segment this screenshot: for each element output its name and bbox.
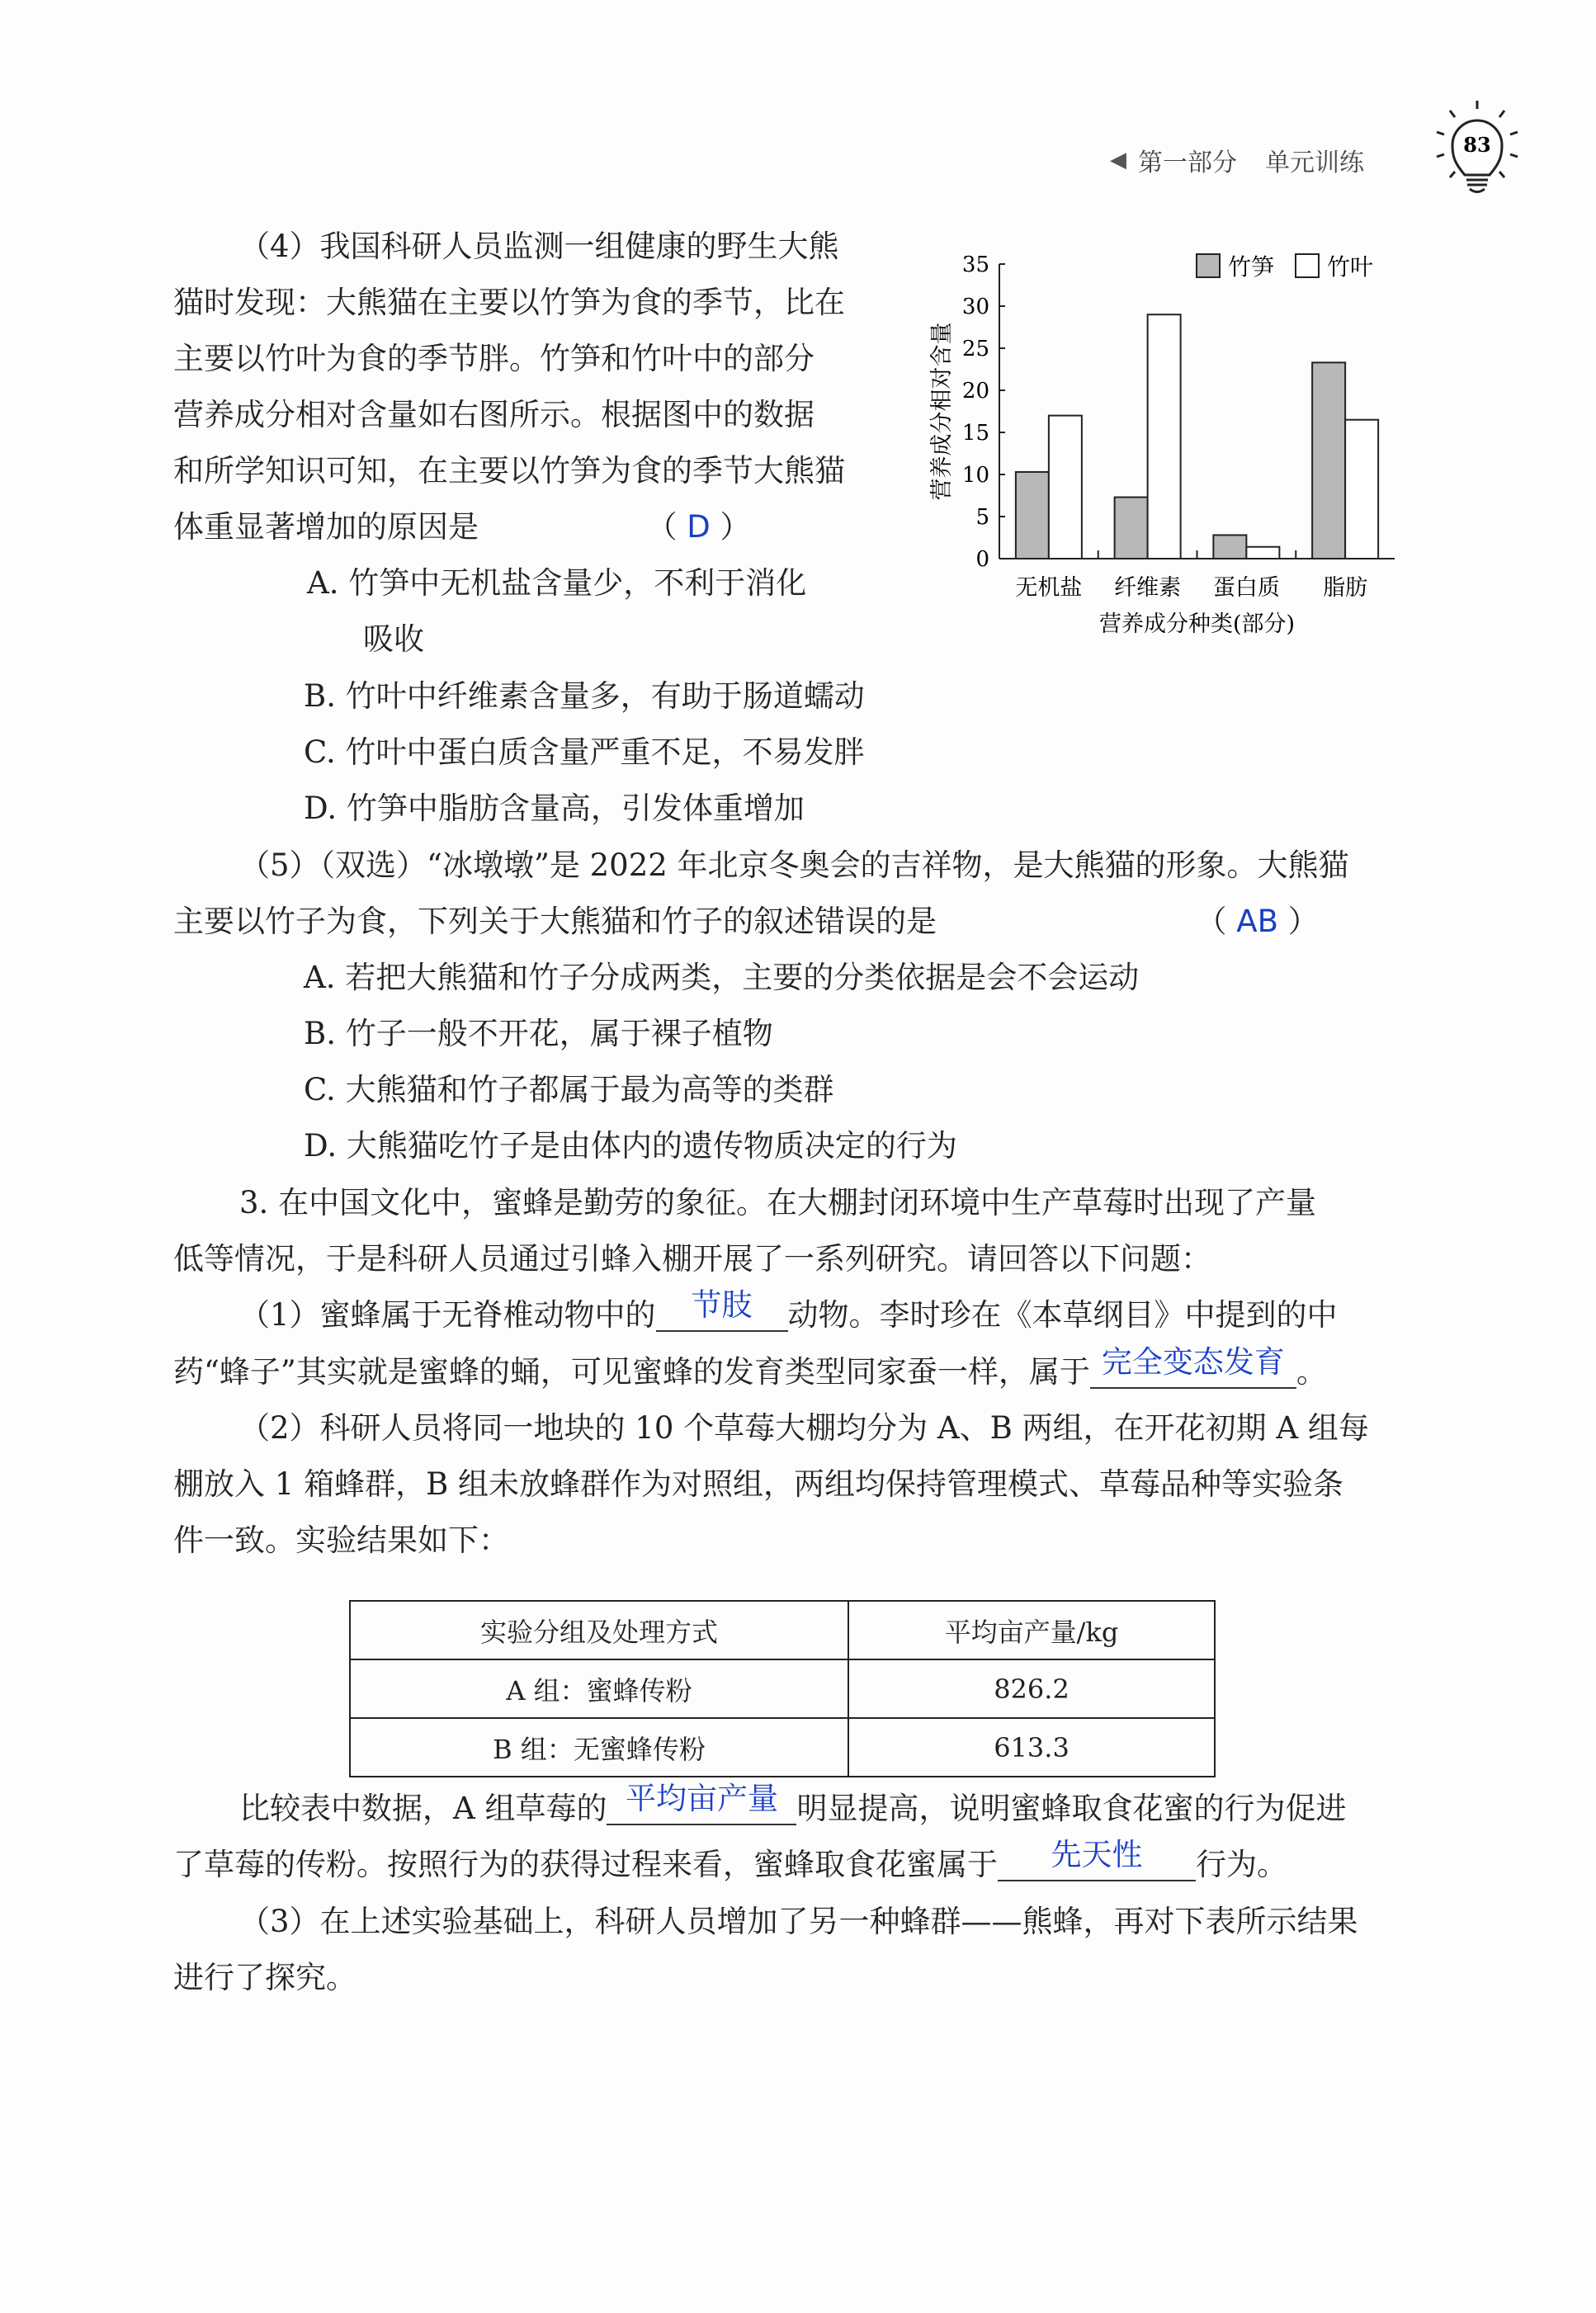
text-line xyxy=(239,1287,1338,1333)
text-line xyxy=(173,343,815,374)
text-segment: ） xyxy=(710,509,751,545)
text-line xyxy=(173,287,845,318)
lightbulb-icon xyxy=(1432,99,1523,198)
page-number: 83 xyxy=(1463,133,1491,157)
y-tick-label: 15 xyxy=(961,421,989,446)
text-segment: A. 竹笋中无机盐含量少，不利于消化 xyxy=(307,565,807,601)
answer-blank xyxy=(998,1837,1196,1881)
y-tick-label: 20 xyxy=(961,379,989,404)
handwritten-answer: 节肢 xyxy=(691,1287,753,1323)
text-line xyxy=(363,621,424,657)
text-segment: ） xyxy=(1277,904,1319,939)
results-table xyxy=(349,1600,1216,1777)
page-header xyxy=(1110,142,1364,178)
text-segment: 体重显著增加的原因是 （ xyxy=(173,509,687,545)
text-segment: C. 竹叶中蛋白质含量严重不足，不易发胖 xyxy=(304,734,865,770)
legend-swatch xyxy=(1296,254,1319,277)
text-line xyxy=(239,1781,1347,1826)
bar-竹叶 xyxy=(1148,314,1181,559)
text-segment: 了草莓的传粉。按照行为的获得过程来看，蜜蜂取食花蜜属于 xyxy=(173,1847,998,1882)
x-tick-label: 蛋白质 xyxy=(1212,575,1280,601)
bar-竹笋 xyxy=(1312,362,1345,559)
bar-竹叶 xyxy=(1246,547,1279,559)
handwritten-answer: AB xyxy=(1236,904,1278,939)
bar-竹叶 xyxy=(1049,416,1082,559)
text-segment: 猫时发现：大熊猫在主要以竹笋为食的季节，比在 xyxy=(173,285,845,320)
text-segment: 动物。李时珍在《本草纲目》中提到的中 xyxy=(787,1297,1338,1333)
text-segment: （2）科研人员将同一地块的 10 个草莓大棚均分为 A、B 两组，在开花初期 A 组每 xyxy=(239,1410,1369,1446)
text-segment: A. 若把大熊猫和竹子分成两类，主要的分类依据是会不会运动 xyxy=(304,960,1140,995)
text-segment: 主要以竹子为食，下列关于大熊猫和竹子的叙述错误的是 （ xyxy=(173,904,1237,939)
legend-label: 竹笋 xyxy=(1228,253,1275,281)
text-segment: 棚放入 1 箱蜂群，B 组未放蜂群作为对照组，两组均保持管理模式、草莓品种等实验条 xyxy=(173,1466,1344,1502)
table-cell: 826.2 xyxy=(848,1659,1215,1718)
text-line xyxy=(304,678,865,714)
text-segment: B. 竹子一般不开花，属于裸子植物 xyxy=(304,1016,773,1051)
text-segment: C. 大熊猫和竹子都属于最为高等的类群 xyxy=(304,1072,834,1107)
text-segment: 明显提高，说明蜜蜂取食花蜜的行为促进 xyxy=(796,1791,1347,1826)
text-line xyxy=(307,565,807,601)
text-segment: 进行了探究。 xyxy=(173,1960,357,1995)
table-row xyxy=(350,1718,1215,1777)
text-segment: 比较表中数据，A 组草莓的 xyxy=(239,1791,607,1826)
handwritten-answer: 平均亩产量 xyxy=(625,1781,778,1816)
table-cell: A 组：蜜蜂传粉 xyxy=(350,1659,848,1718)
answer-blank xyxy=(656,1287,788,1332)
text-segment: （5）（双选）“冰墩墩”是 2022 年北京冬奥会的吉祥物，是大熊猫的形象。大熊猫 xyxy=(239,847,1349,883)
y-tick-label: 30 xyxy=(961,295,989,319)
text-line xyxy=(304,734,865,770)
text-line xyxy=(173,453,845,489)
text-line xyxy=(239,1906,1358,1937)
legend-swatch xyxy=(1197,254,1220,277)
text-line xyxy=(173,1962,357,1993)
legend-label: 竹叶 xyxy=(1327,253,1374,281)
text-segment: （4）我国科研人员监测一组健康的野生大熊 xyxy=(239,229,839,264)
text-line xyxy=(173,1837,1287,1882)
text-segment: 行为。 xyxy=(1196,1847,1287,1882)
text-line xyxy=(239,1410,1369,1446)
text-line xyxy=(304,793,805,824)
y-axis-label: 营养成分相对含量 xyxy=(929,322,955,501)
text-segment: D. 竹笋中脂肪含量高，引发体重增加 xyxy=(304,791,805,826)
x-axis-label: 营养成分种类(部分) xyxy=(1098,611,1296,637)
bar-竹笋 xyxy=(1016,472,1049,559)
y-tick-label: 35 xyxy=(961,253,989,277)
text-line xyxy=(304,1018,773,1049)
table-header: 平均亩产量/kg xyxy=(848,1601,1215,1659)
bar-竹笋 xyxy=(1115,498,1148,559)
text-segment: 。 xyxy=(1296,1354,1327,1390)
table-header: 实验分组及处理方式 xyxy=(350,1601,848,1659)
nutrient-bar-chart xyxy=(924,223,1419,637)
text-segment: B. 竹叶中纤维素含量多，有助于肠道蠕动 xyxy=(304,678,865,714)
bar-竹叶 xyxy=(1345,420,1378,559)
text-segment: 药“蜂子”其实就是蜜蜂的蛹，可见蜜蜂的发育类型同家蚕一样，属于 xyxy=(173,1354,1090,1390)
y-tick-label: 0 xyxy=(975,547,989,572)
x-tick-label: 脂肪 xyxy=(1323,575,1368,601)
table-cell: 613.3 xyxy=(848,1718,1215,1777)
text-line xyxy=(239,231,839,262)
handwritten-answer: 完全变态发育 xyxy=(1101,1344,1285,1380)
back-arrow-icon: ◀ xyxy=(1110,148,1126,172)
text-segment: 件一致。实验结果如下： xyxy=(173,1522,509,1558)
text-segment: D. 大熊猫吃竹子是由体内的遗传物质决定的行为 xyxy=(304,1128,957,1164)
table-cell: B 组：无蜜蜂传粉 xyxy=(350,1718,848,1777)
y-tick-label: 25 xyxy=(961,337,989,361)
text-segment: 吸收 xyxy=(363,621,424,657)
text-segment: 和所学知识可知，在主要以竹笋为食的季节大熊猫 xyxy=(173,453,845,489)
bar-竹笋 xyxy=(1213,535,1246,559)
text-line xyxy=(173,1241,1211,1277)
table-row xyxy=(350,1659,1215,1718)
x-tick-label: 无机盐 xyxy=(1015,575,1083,601)
text-line xyxy=(173,399,815,430)
y-tick-label: 5 xyxy=(975,505,989,530)
text-line xyxy=(173,1522,509,1558)
text-segment: （3）在上述实验基础上，科研人员增加了另一种蜂群——熊蜂，再对下表所示结果 xyxy=(239,1904,1358,1939)
text-line xyxy=(173,509,751,545)
table-header-row xyxy=(350,1601,1215,1659)
text-line xyxy=(304,1128,957,1164)
text-line xyxy=(304,962,1139,993)
answer-blank xyxy=(607,1781,796,1825)
text-segment: 主要以竹叶为食的季节胖。竹笋和竹叶中的部分 xyxy=(173,341,815,376)
answer-blank xyxy=(1090,1344,1296,1389)
text-line xyxy=(304,1074,834,1105)
x-tick-label: 纤维素 xyxy=(1114,575,1182,601)
text-line xyxy=(173,1344,1327,1390)
text-segment: 3. 在中国文化中，蜜蜂是勤劳的象征。在大棚封闭环境中生产草莓时出现了产量 xyxy=(239,1185,1317,1220)
y-tick-label: 10 xyxy=(961,463,989,488)
handwritten-answer: D xyxy=(687,509,711,545)
section-title: 第一部分 xyxy=(1138,149,1237,177)
text-line xyxy=(173,906,1319,937)
text-segment: （1）蜜蜂属于无脊椎动物中的 xyxy=(239,1297,656,1333)
text-segment: 营养成分相对含量如右图所示。根据图中的数据 xyxy=(173,397,815,432)
text-line xyxy=(239,847,1349,883)
text-line xyxy=(173,1466,1344,1502)
text-line xyxy=(239,1187,1316,1218)
handwritten-answer: 先天性 xyxy=(1051,1837,1143,1872)
text-segment: 低等情况，于是科研人员通过引蜂入棚开展了一系列研究。请回答以下问题： xyxy=(173,1241,1211,1277)
unit-title: 单元训练 xyxy=(1265,149,1364,177)
